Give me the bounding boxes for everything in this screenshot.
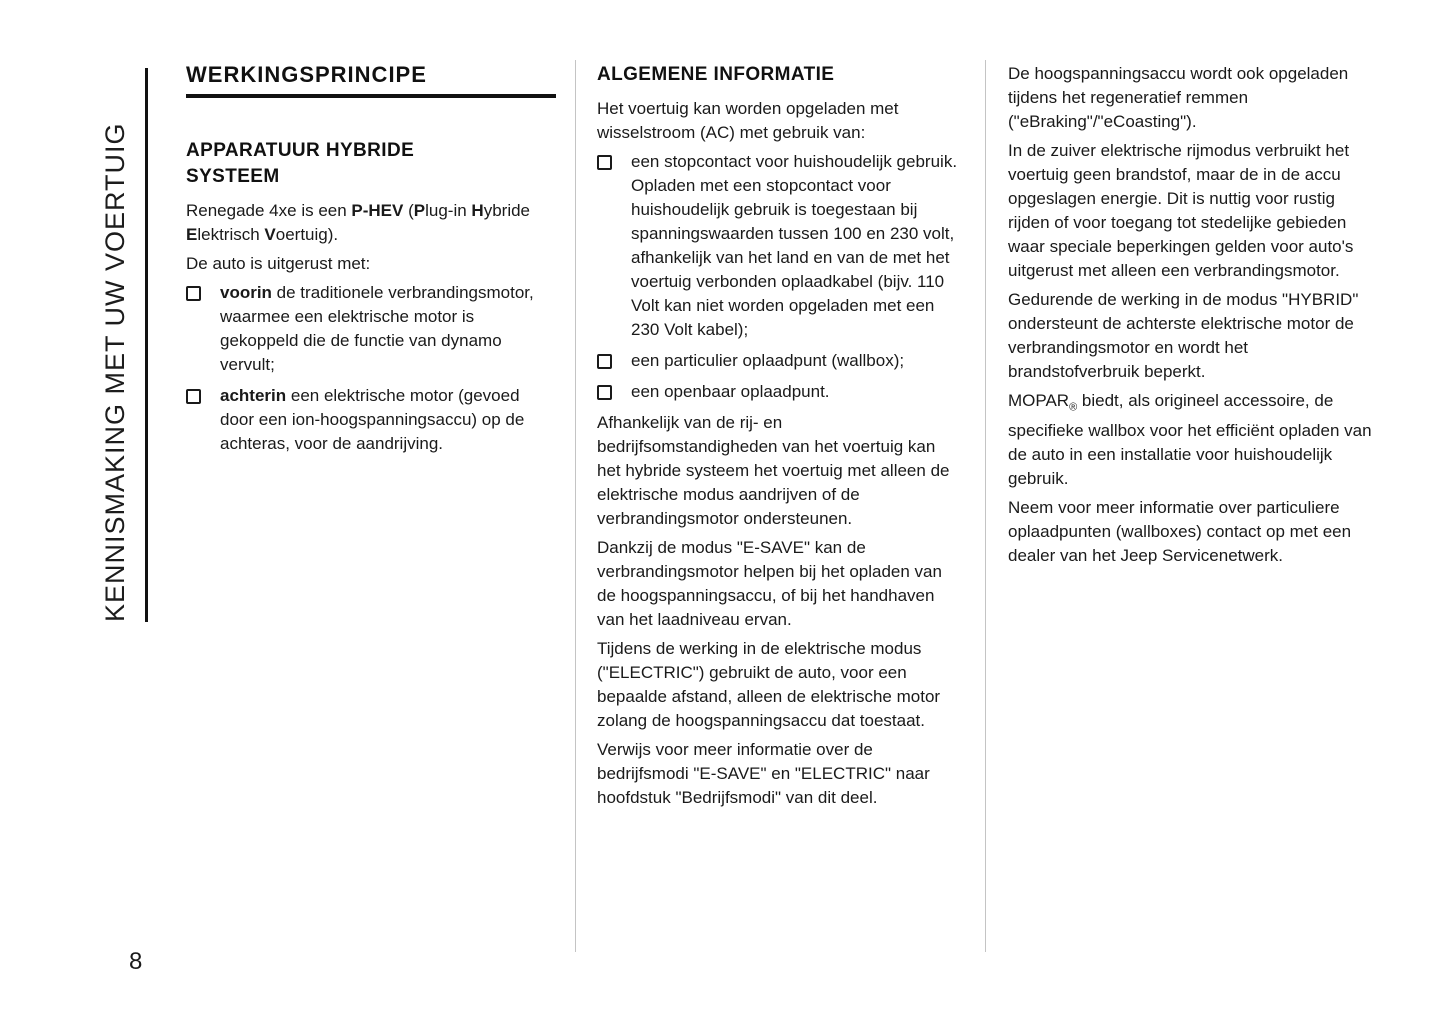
column-1 xyxy=(186,62,556,463)
intro-text: lug-in xyxy=(425,201,472,220)
column-divider-1 xyxy=(575,60,576,952)
paragraph-charging-intro: Het voertuig kan worden opgeladen met wisselstroom (AC) met gebruik van: xyxy=(597,99,899,142)
paragraph-service-network: Neem voor meer informatie over particuliere oplaadpunten (wallboxes) contact op met een dealer van het Jeep Servicenetwerk. xyxy=(1008,498,1352,566)
page-title: WERKINGSPRINCIPE xyxy=(186,62,427,87)
intro-text: ( xyxy=(403,201,414,220)
list-item-rest: de traditionele verbrandingsmotor, waarmee een elektrische motor is gekoppeld die de functie van dynamo vervult; xyxy=(220,283,534,374)
list-item-line: Opladen met een stopcontact voor huishoudelijk gebruik is toegestaan bij spanningswaarden tussen 100 en 230 volt, afhankelijk van het land en van de met het voertuig verbonden oplaadkabel (bijv. 110 Volt kan niet worden opgeladen met een 230 Volt kabel); xyxy=(631,176,955,339)
chapter-vertical-label: KENNISMAKING MET UW VOERTUIG xyxy=(100,122,130,622)
mopar-text: biedt, als origineel accessoire, de specifieke wallbox voor het efficiënt opladen van de auto in een installatie voor huishoudelijk gebruik. xyxy=(1008,391,1372,489)
intro-text: oertuig). xyxy=(275,225,339,244)
list-item xyxy=(186,384,556,456)
paragraph-intro xyxy=(186,199,556,247)
list-item-lead: voorin xyxy=(220,283,272,302)
title-underline xyxy=(186,94,556,98)
column-divider-2 xyxy=(985,60,986,952)
column-2 xyxy=(597,62,961,815)
intro-bold-p: P xyxy=(413,201,426,220)
intro-text: ybride xyxy=(483,201,531,220)
list-item-rest: een elektrische motor (gevoed door een ion-hoogspanningsaccu) op de achteras, voor de aandrijving. xyxy=(220,386,525,453)
mopar-brand: MOPAR xyxy=(1008,391,1070,410)
list-item-line: een stopcontact voor huishoudelijk gebruik. xyxy=(631,152,958,171)
bullet-square-icon xyxy=(186,389,201,404)
chapter-vertical-rule xyxy=(145,68,148,622)
list-item-text xyxy=(220,281,556,377)
paragraph-electric-mode: Tijdens de werking in de elektrische modus ("ELECTRIC") gebruikt de auto, voor een bepaalde afstand, alleen de elektrische motor zolang de hoogspanningsaccu dat toestaat. xyxy=(597,639,941,730)
bullet-square-icon xyxy=(186,286,201,301)
bullet-square-icon xyxy=(597,155,612,170)
charging-options-list xyxy=(597,150,961,404)
list-item-text: een particulier oplaadpunt (wallbox); xyxy=(631,351,905,370)
paragraph-equipped: De auto is uitgerust met: xyxy=(186,254,371,273)
intro-bold-phev: P-HEV xyxy=(351,201,404,220)
bullet-square-icon xyxy=(597,354,612,369)
list-item xyxy=(597,150,961,342)
list-item xyxy=(597,349,961,373)
intro-bold-h: H xyxy=(471,201,484,220)
paragraph-electric-driving: In de zuiver elektrische rijmodus verbruikt het voertuig geen brandstof, maar de in de accu opgeslagen energie. Dit is nuttig voor rustig rijden of voor toegang tot stedelijke gebieden waar speciale beperkingen gelden voor auto's uitgerust met alleen een verbrandingsmotor. xyxy=(1008,141,1354,280)
paragraph-hybrid-system: Afhankelijk van de rij- en bedrijfsomstandigheden van het voertuig kan het hybride systeem het voertuig met alleen de elektrische modus aandrijven of de verbrandingsmotor ondersteunen. xyxy=(597,413,950,528)
list-item-text: een openbaar oplaadpunt. xyxy=(631,382,830,401)
section-heading-apparatuur: APPARATUUR HYBRIDE SYSTEEM xyxy=(186,140,415,187)
paragraph-mopar xyxy=(1008,389,1376,491)
paragraph-hybrid-mode: Gedurende de werking in de modus "HYBRID" ondersteunt de achterste elektrische motor de verbrandingsmotor en wordt het brandstofverbruik beperkt. xyxy=(1008,290,1359,381)
list-item-text xyxy=(631,150,961,342)
registered-trademark-icon: ® xyxy=(1069,401,1078,414)
bullet-square-icon xyxy=(597,385,612,400)
page-number: 8 xyxy=(129,948,143,975)
equipment-list xyxy=(186,281,556,456)
intro-bold-e: E xyxy=(186,225,198,244)
intro-text: lektrisch xyxy=(197,225,265,244)
paragraph-reference: Verwijs voor meer informatie over de bedrijfsmodi "E-SAVE" en "ELECTRIC" naar hoofdstuk "Bedrijfsmodi" van dit deel. xyxy=(597,740,930,807)
paragraph-esave: Dankzij de modus "E-SAVE" kan de verbrandingsmotor helpen bij het opladen van de hoogspanningsaccu, of bij het handhaven van het laadniveau ervan. xyxy=(597,538,942,629)
list-item-lead: achterin xyxy=(220,386,287,405)
paragraph-regenerative-braking: De hoogspanningsaccu wordt ook opgeladen tijdens het regeneratief remmen ("eBraking"/"eCoasting"). xyxy=(1008,64,1349,131)
intro-text: Renegade 4xe is een xyxy=(186,201,352,220)
list-item xyxy=(186,281,556,377)
list-item-text xyxy=(220,384,556,456)
column-3 xyxy=(1008,62,1376,573)
list-item xyxy=(597,380,961,404)
intro-bold-v: V xyxy=(264,225,276,244)
section-heading-algemene-informatie: ALGEMENE INFORMATIE xyxy=(597,64,835,85)
